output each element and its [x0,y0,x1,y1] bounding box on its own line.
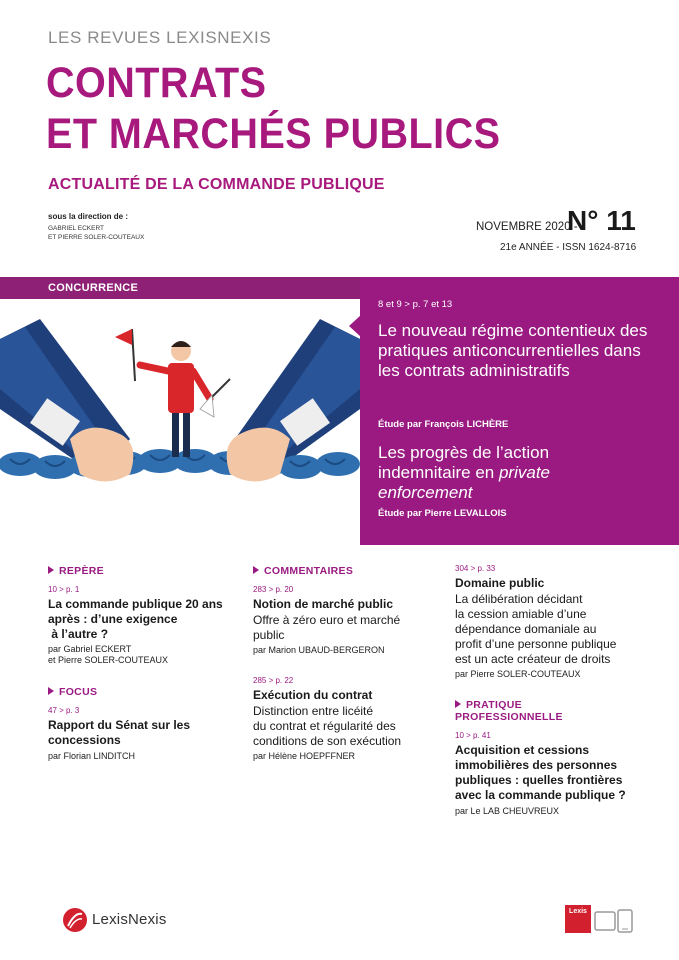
panel-pointer [349,315,361,337]
direction-name: GABRIEL ECKERT [48,225,104,232]
article-title-line: immobilières des personnes [455,758,618,772]
journal-title-line2: ET MARCHÉS PUBLICS [46,110,501,158]
section-label: CONCURRENCE [48,282,139,294]
section-commentaires [253,565,353,577]
section-pratique-professionnelle [455,699,563,723]
direction-name: ET PIERRE SOLER-COUTEAUX [48,234,145,241]
article-title-line: Acquisition et cessions [455,743,590,757]
lexisnexis-logo-icon [62,907,88,938]
issue-year: 21e ANNÉE - ISSN 1624-8716 [500,242,637,253]
article-title-line: avec la commande publique ? [455,788,626,802]
summary-line: conditions de son exécution [253,734,402,748]
article-summary [253,704,401,749]
article-title[interactable] [48,597,223,642]
byline-line: par Gabriel ECKERT [48,644,132,654]
article-title[interactable] [455,743,626,803]
article-title[interactable]: Domaine public [455,576,545,590]
article-byline: par Marion UBAUD-BERGERON [253,645,385,655]
direction-heading: sous la direction de : [48,212,129,221]
feature-panel [360,277,679,545]
direction-names [48,224,144,242]
article-ref: 285 > p. 22 [253,676,294,685]
section-professionnelle-label: PROFESSIONNELLE [455,711,563,723]
feature-article2-author: Étude par Pierre LEVALLOIS [378,508,507,519]
article-title-line: après : d’une exigence [48,612,178,626]
article-title[interactable] [48,718,190,748]
summary-line: Distinction entre licéité [253,704,374,718]
summary-line: du contrat et régularité des [253,719,396,733]
article-byline: par Hélène HOEPFFNER [253,751,356,761]
summary-line: profit d’une personne publique [455,637,617,651]
article-title-line: La commande publique 20 ans [48,597,223,611]
article-byline [48,644,168,666]
byline-line: et Pierre SOLER-COUTEAUX [48,655,169,665]
summary-line: Offre à zéro euro et marché [253,613,401,627]
article-summary [253,613,400,643]
feature-article1-author: Étude par François LICHÈRE [378,419,509,430]
section-commentaires-label: COMMENTAIRES [264,565,354,577]
series-label: LES REVUES LEXISNEXIS [48,28,272,47]
summary-line: La délibération décidant [455,592,583,606]
article-ref: 47 > p. 3 [48,706,80,715]
issue-number: N° 11 [567,205,636,236]
article-title-line: à l’autre ? [48,627,109,641]
section-pratique-label: PRATIQUE [466,699,522,711]
section-repere-label: REPÈRE [59,565,104,577]
issue-date: NOVEMBRE 2020 - [476,221,578,233]
section-focus-label: FOCUS [59,686,98,698]
summary-line: public [253,628,285,642]
feature-article2-title-main: Les progrès de l’action indemnitaire en [378,443,550,482]
article-ref: 283 > p. 20 [253,585,294,594]
article-title-line: publiques : quelles frontières [455,773,623,787]
feature-ref: 8 et 9 > p. 7 et 13 [378,299,453,310]
feature-article1-title[interactable]: Le nouveau régime contentieux des pratiques anticoncurrentielles dans les contrats administratifs [378,321,648,380]
article-byline: par Pierre SOLER-COUTEAUX [455,669,581,679]
article-ref: 304 > p. 33 [455,564,496,573]
feature-article2-title[interactable] [378,443,633,503]
feature-article2-title-italic: private enforcement [378,463,550,502]
triangle-bullet-icon [48,566,54,574]
summary-line: la cession amiable d’une [455,607,587,621]
section-focus [48,686,97,698]
journal-subtitle: ACTUALITÉ DE LA COMMANDE PUBLIQUE [48,176,385,193]
article-byline: par Florian LINDITCH [48,751,136,761]
article-ref: 10 > p. 1 [48,585,80,594]
devices-icon [594,909,636,938]
article-title[interactable]: Exécution du contrat [253,688,373,702]
article-byline: par Le LAB CHEUVREUX [455,806,560,816]
article-ref: 10 > p. 41 [455,731,491,740]
journal-title-line1: CONTRATS [46,59,267,107]
summary-line: dépendance domaniale au [455,622,597,636]
tug-of-war-illustration [0,299,360,545]
triangle-bullet-icon [253,566,259,574]
section-repere [48,565,104,577]
article-title-line: Rapport du Sénat sur les [48,718,191,732]
lexis-badge: Lexis [565,905,591,933]
triangle-bullet-icon [455,700,461,708]
publisher-name: LexisNexis [92,911,167,928]
triangle-bullet-icon [48,687,54,695]
article-title[interactable]: Notion de marché public [253,597,394,611]
summary-line: est un acte créateur de droits [455,652,611,666]
feature-banner [0,277,679,545]
article-summary [455,592,616,667]
article-title-line: concessions [48,733,121,747]
